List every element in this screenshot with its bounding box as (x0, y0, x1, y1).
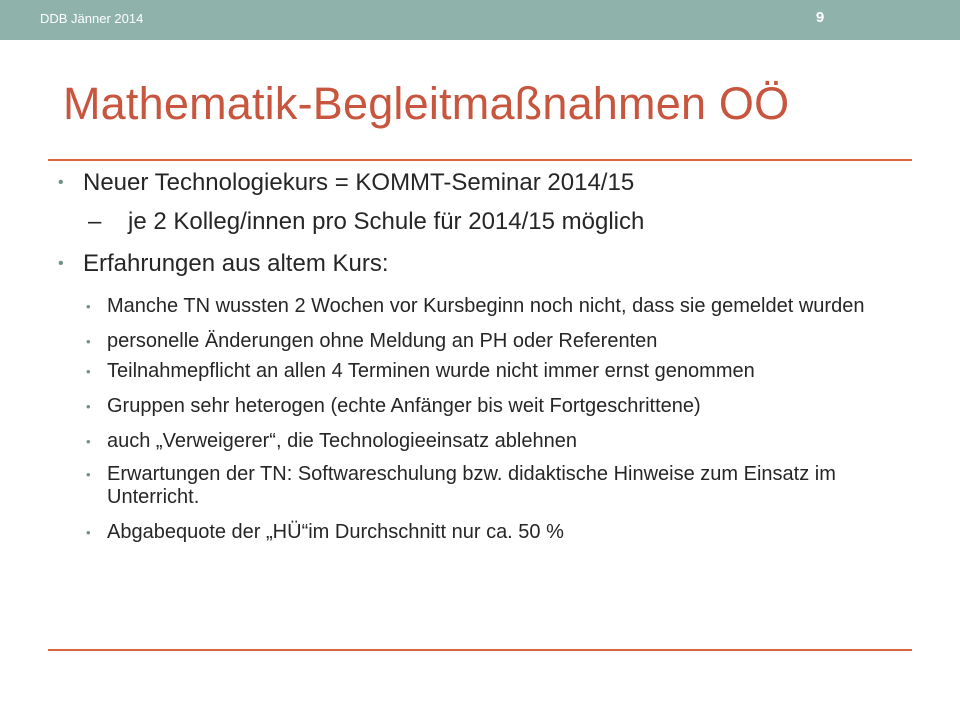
bullet-dot-icon: • (58, 255, 64, 272)
sub-bullet-text: Erwartungen der TN: Softwareschulung bzw. didaktische Hinweise zum Einsatz im Unterricht. (107, 463, 836, 508)
bullet-dot-icon: • (58, 174, 64, 191)
bullet-dot-icon: • (86, 364, 91, 379)
footer-date-text: DDB Jänner 2014 (40, 11, 144, 26)
bullet-text: Neuer Technologiekurs = KOMMT-Seminar 2014/15 (83, 169, 635, 196)
sub-bullet-item (58, 360, 918, 383)
sub-bullet-item (58, 330, 918, 353)
bullet-dot-icon: • (86, 399, 91, 414)
sub-bullet-item (58, 430, 918, 453)
sub-bullet-item (58, 295, 918, 318)
dash-icon: – (88, 208, 102, 235)
sub-dash-text: je 2 Kolleg/innen pro Schule für 2014/15 möglich (128, 208, 645, 235)
bullet-item (58, 168, 918, 198)
sub-bullet-text: Teilnahmepflicht an allen 4 Terminen wurde nicht immer ernst genommen (107, 360, 755, 382)
header-bar (0, 0, 960, 40)
slide-number: 9 (815, 9, 825, 26)
sub-bullet-item (58, 463, 918, 509)
bullet-item (58, 249, 918, 279)
sub-bullet-text: auch „Verweigerer“, die Technologieeinsatz ablehnen (107, 430, 577, 452)
title-divider (48, 159, 912, 161)
sub-bullet-text: Abgabequote der „HÜ“im Durchschnitt nur ca. 50 % (107, 521, 564, 543)
bullet-text: Erfahrungen aus altem Kurs: (83, 250, 389, 277)
slide-title: Mathematik-Begleitmaßnahmen OÖ (63, 78, 790, 129)
sub-bullet-text: personelle Änderungen ohne Meldung an PH oder Referenten (107, 330, 658, 352)
sub-dash-item (58, 207, 918, 237)
sub-bullet-item (58, 395, 918, 418)
bottom-divider (48, 649, 912, 651)
sub-bullet-text: Manche TN wussten 2 Wochen vor Kursbeginn noch nicht, dass sie gemeldet wurden (107, 295, 865, 317)
bullet-dot-icon: • (86, 525, 91, 540)
bullet-dot-icon: • (86, 334, 91, 349)
sub-bullet-item (58, 521, 918, 544)
bullet-dot-icon: • (86, 467, 91, 482)
sub-bullet-text: Gruppen sehr heterogen (echte Anfänger bis weit Fortgeschrittene) (107, 395, 701, 417)
slide-content (58, 168, 918, 544)
bullet-dot-icon: • (86, 299, 91, 314)
bullet-dot-icon: • (86, 434, 91, 449)
